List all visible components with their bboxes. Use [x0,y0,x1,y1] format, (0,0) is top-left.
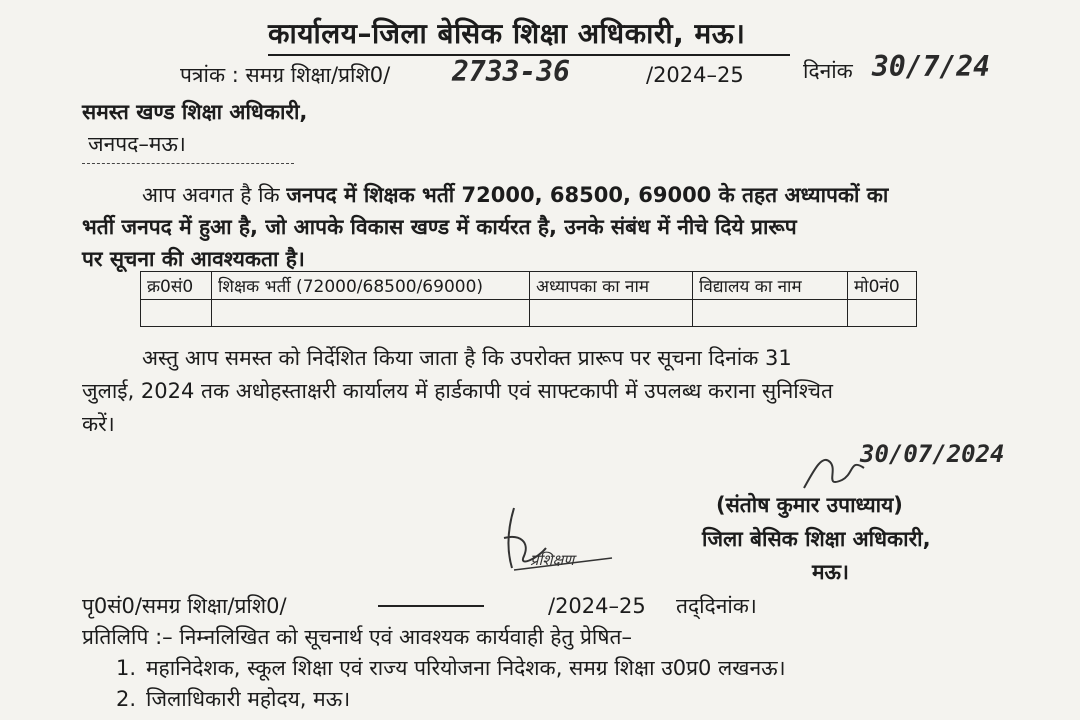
copy-item-num: 1. [116,656,137,680]
table-header-cell: मो0नं0 [848,272,917,300]
initials-note: प्रशिक्षण [530,551,575,569]
signatory-place: मऊ। [812,560,850,584]
signatory-name: (संतोष कुमार उपाध्याय) [716,493,903,517]
table-cell [693,300,848,327]
table-cell [141,300,212,327]
ref-year: /2024–25 [646,63,744,87]
copy-ref-year: /2024–25 [548,594,646,618]
signature-handwritten-date: 30/07/2024 [860,440,1005,468]
signatory-designation: जिला बेसिक शिक्षा अधिकारी, [702,527,931,551]
para2-line2: जुलाई, 2024 तक अधोहस्ताक्षरी कार्यालय में हार्डकापी एवं साफ्टकापी में उपलब्ध कराना सुनिश्चित [82,379,833,403]
table-cell [530,300,693,327]
copy-item-num: 2. [116,687,137,711]
table-header-cell: अध्यापका का नाम [530,272,693,300]
date-handwritten: 30/7/24 [872,50,991,83]
para1-bold: जनपद में शिक्षक भर्ती 72000, 68500, 69000 के तहत अध्यापकों का [286,183,889,207]
copy-date-text: तद्‌दिनांक। [676,594,757,618]
copy-ref-prefix: पृ0सं0/समग्र शिक्षा/प्रशि0/ [82,594,287,618]
divider [82,163,294,164]
ref-blank-line [378,605,484,607]
para1-prefix: आप अवगत है कि [142,183,280,207]
recipient-line2: जनपद–मऊ। [88,132,186,156]
table-header-cell: विद्यालय का नाम [693,272,848,300]
copy-item-text: जिलाधिकारी महोदय, मऊ। [146,687,351,711]
table-header-row [141,272,917,300]
ref-prefix: पत्रांक : समग्र शिक्षा/प्रशि0/ [180,63,391,87]
table-header-cell: क्र0सं0 [141,272,212,300]
date-label: दिनांक [803,59,853,83]
table-header-cell: शिक्षक भर्ती (72000/68500/69000) [212,272,530,300]
table-cell [848,300,917,327]
para2-line1: अस्तु आप समस्त को निर्देशित किया जाता है कि उपरोक्त प्रारूप पर सूचना दिनांक 31 [142,346,792,370]
copy-item-text: महानिदेशक, स्कूल शिक्षा एवं राज्य परियोजना निदेशक, समग्र शिक्षा उ0प्र0 लखनऊ। [146,656,786,680]
para1-line3: पर सूचना की आवश्यकता है। [82,247,305,271]
para1-line2: भर्ती जनपद में हुआ है, जो आपके विकास खण्ड में कार्यरत है, उनके संबंध में नीचे दिये प्रारूप [82,215,797,239]
table-cell [212,300,530,327]
recipient-line1: समस्त खण्ड शिक्षा अधिकारी, [82,100,308,124]
format-table [140,271,917,327]
table-row [141,300,917,327]
ref-number-handwritten: 2733-36 [452,55,571,88]
para2-line3: करें। [82,412,115,436]
office-title: कार्यालय–जिला बेसिक शिक्षा अधिकारी, मऊ। [268,17,746,50]
para1-line1 [142,182,888,209]
copy-intro: प्रतिलिपि :– निम्नलिखित को सूचनार्थ एवं आवश्यक कार्यवाही हेतु प्रेषित– [82,625,632,649]
